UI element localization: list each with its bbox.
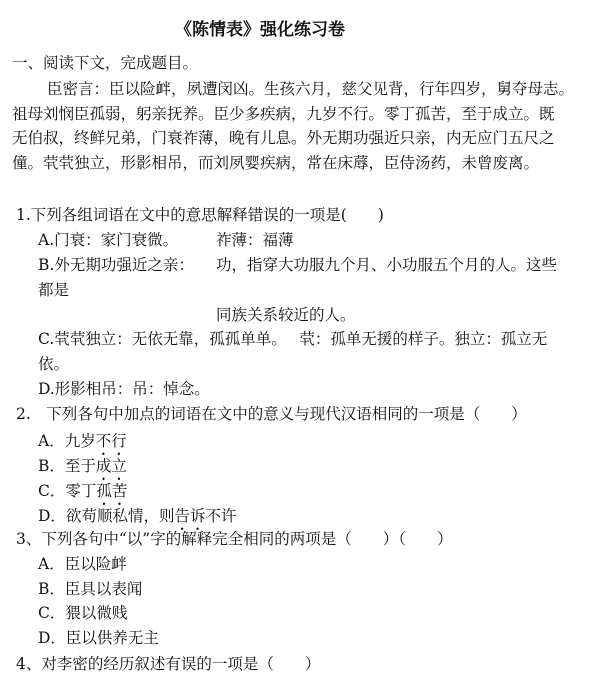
option-a (38, 432, 127, 459)
dotted-term: 不行 (95, 432, 127, 450)
title: 《陈情表》强化练习卷 (175, 20, 345, 40)
question-stem: 3、下列各句中“以”字的解释完全相同的两项是（ ）（ ） (16, 530, 453, 548)
option-prefix: D． (38, 507, 66, 525)
option-b (38, 457, 127, 484)
dotted-term: 成立 (95, 457, 127, 475)
option-text: 不许 (205, 507, 237, 525)
option-b-continued: 同族关系较近的人。 (216, 306, 356, 324)
option-d: D．臣以供养无主 (38, 629, 159, 647)
dotted-term: 孤苦 (96, 482, 128, 500)
question-stem: 2. 下列各句中加点的词语在文中的意义与现代汉语相同的一项是（ ） (16, 405, 527, 423)
option-b-note: 功，指穿大功服九个月、小功服五个月的人。这些 (216, 256, 558, 274)
option-text: 至于 (64, 457, 96, 475)
option-b: B．臣具以表闻 (38, 580, 143, 598)
option-prefix: C． (38, 482, 66, 500)
option-b-continued: 都是 (38, 281, 70, 299)
option-text: 九岁 (64, 432, 96, 450)
question-stem: 4、对李密的经历叙述有误的一项是（ ） (16, 655, 321, 673)
question-stem: 1.下列各组词语在文中的意思解释错误的一项是( ) (16, 206, 384, 224)
option-c: C．猥以微贱 (38, 604, 128, 622)
passage-line: 臣密言：臣以险衅，夙遭闵凶。生孩六月，慈父见背，行年四岁，舅夺母志。 (47, 80, 575, 98)
option-a-note: 祚薄：福薄 (216, 231, 294, 249)
option-a: A.门衰：家门衰微。 (38, 231, 179, 249)
section-heading: 一、阅读下文，完成题目。 (12, 54, 199, 72)
dotted-term: 告诉 (174, 507, 206, 525)
option-a: A．臣以险衅 (38, 555, 127, 573)
passage-line: 祖母刘悯臣孤弱，躬亲抚养。臣少多疾病，九岁不行。零丁孤苦，至于成立。既 (12, 105, 555, 123)
option-b: B.外无期功强近之亲： (38, 256, 194, 274)
option-c: C.茕茕独立：无依无靠，孤孤单单。 茕：孤单无援的样子。独立：孤立无 (38, 330, 548, 348)
option-c (38, 482, 127, 509)
option-d: D.形影相吊：吊：悼念。 (38, 380, 210, 398)
option-text: 零丁 (65, 482, 97, 500)
option-text: 欲苟顺私情，则 (65, 507, 175, 525)
passage-line: 无伯叔，终鲜兄弟，门衰祚薄，晚有儿息。外无期功强近只亲，内无应门五尺之 (12, 129, 555, 147)
option-prefix: A． (38, 432, 65, 450)
option-prefix: B． (38, 457, 65, 475)
option-c-continued: 依。 (38, 355, 70, 373)
passage-line: 僮。茕茕独立，形影相吊，而刘夙婴疾病，常在床蓐，臣侍汤药，未曾废离。 (12, 154, 540, 172)
